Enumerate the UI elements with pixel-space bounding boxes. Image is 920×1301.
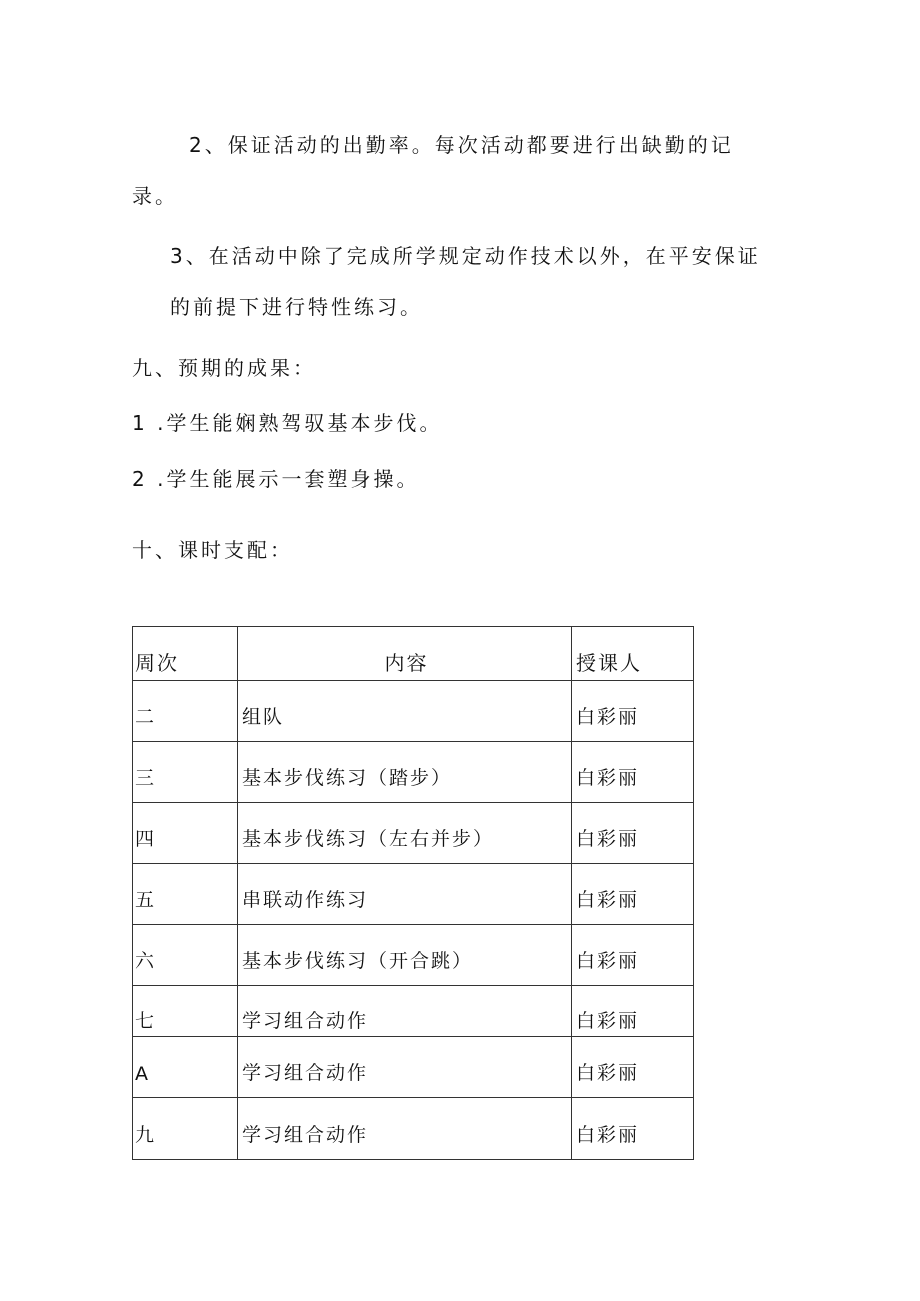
cell-week: 九: [133, 1098, 238, 1160]
table-row: [133, 864, 694, 925]
cell-content: 学习组合动作: [238, 1098, 572, 1160]
paragraph-3-line-2: 的前提下进行特性练习。: [170, 295, 423, 319]
table-header-row: [133, 627, 694, 681]
table-row: [133, 925, 694, 986]
cell-content: 基本步伐练习（开合跳）: [238, 925, 572, 986]
section-9-title: 九、预期的成果：: [132, 356, 316, 380]
cell-content: 学习组合动作: [238, 986, 572, 1037]
table-row: [133, 803, 694, 864]
cell-teacher: 白彩丽: [572, 1037, 694, 1098]
cell-week: 六: [133, 925, 238, 986]
result-1: 1 .学生能娴熟驾驭基本步伐。: [132, 411, 443, 435]
schedule-table: [132, 626, 694, 1160]
cell-content: 基本步伐练习（踏步）: [238, 742, 572, 803]
cell-teacher: 白彩丽: [572, 681, 694, 742]
table-row: [133, 1037, 694, 1098]
cell-content: 串联动作练习: [238, 864, 572, 925]
paragraph-2-line-1: 2、保证活动的出勤率。每次活动都要进行出缺勤的记: [189, 133, 734, 157]
cell-teacher: 白彩丽: [572, 803, 694, 864]
cell-week: 七: [133, 986, 238, 1037]
table-row: [133, 986, 694, 1037]
table-row: [133, 1098, 694, 1160]
table-row: [133, 742, 694, 803]
cell-teacher: 白彩丽: [572, 864, 694, 925]
cell-week: 三: [133, 742, 238, 803]
cell-content: 学习组合动作: [238, 1037, 572, 1098]
header-teacher: 授课人: [572, 627, 694, 681]
header-week: 周次: [133, 627, 238, 681]
section-10-title: 十、课时支配：: [132, 538, 293, 562]
cell-teacher: 白彩丽: [572, 925, 694, 986]
cell-content: 组队: [238, 681, 572, 742]
result-2: 2 .学生能展示一套塑身操。: [132, 467, 420, 491]
cell-teacher: 白彩丽: [572, 986, 694, 1037]
cell-week: A: [133, 1037, 238, 1098]
header-content: 内容: [238, 627, 572, 681]
paragraph-2-line-2: 录。: [132, 184, 178, 208]
cell-content: 基本步伐练习（左右并步）: [238, 803, 572, 864]
cell-teacher: 白彩丽: [572, 1098, 694, 1160]
paragraph-3-line-1: 3、在活动中除了完成所学规定动作技术以外，在平安保证: [170, 244, 761, 268]
cell-teacher: 白彩丽: [572, 742, 694, 803]
cell-week: 四: [133, 803, 238, 864]
cell-week: 五: [133, 864, 238, 925]
table-row: [133, 681, 694, 742]
cell-week: 二: [133, 681, 238, 742]
